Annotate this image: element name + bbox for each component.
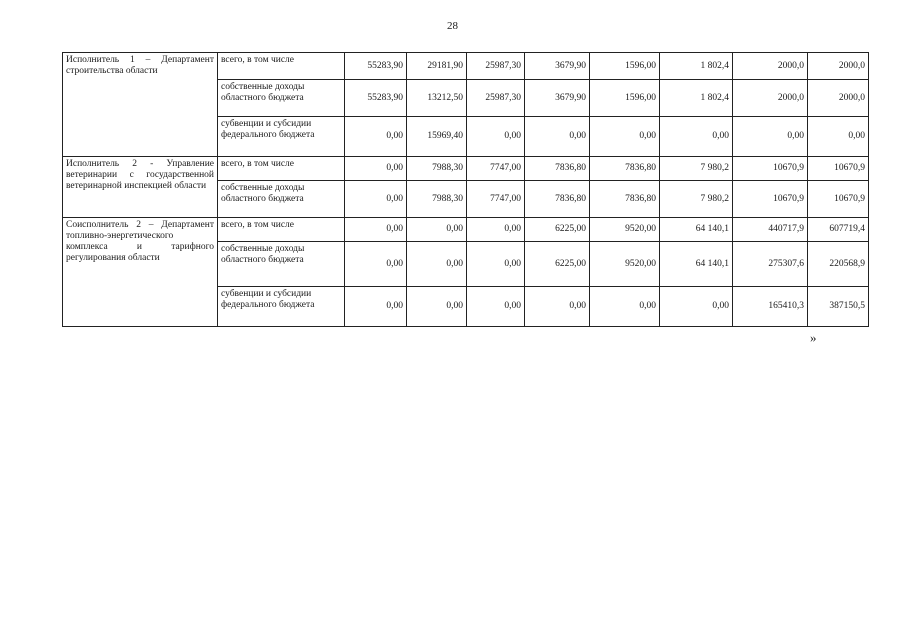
funding-source-cell: собственные доходы областного бюджета [218, 242, 345, 287]
value-cell: 7 980,2 [660, 157, 733, 181]
table-row [63, 218, 869, 242]
value-cell: 3679,90 [525, 53, 590, 80]
table-row [63, 157, 869, 181]
value-cell: 0,00 [345, 218, 407, 242]
value-cell: 3679,90 [525, 80, 590, 117]
value-cell: 1 802,4 [660, 53, 733, 80]
funding-source-cell: всего, в том числе [218, 157, 345, 181]
value-cell: 1 802,4 [660, 80, 733, 117]
value-cell: 7836,80 [590, 181, 660, 218]
value-cell: 0,00 [808, 117, 869, 157]
value-cell: 10670,9 [808, 157, 869, 181]
value-cell: 0,00 [467, 242, 525, 287]
value-cell: 6225,00 [525, 218, 590, 242]
value-cell: 2000,0 [733, 53, 808, 80]
value-cell: 7747,00 [467, 157, 525, 181]
value-cell: 10670,9 [733, 181, 808, 218]
value-cell: 0,00 [345, 117, 407, 157]
executor-cell: Исполнитель 1 – Департамент строительства области [63, 53, 218, 157]
value-cell: 607719,4 [808, 218, 869, 242]
value-cell: 275307,6 [733, 242, 808, 287]
value-cell: 165410,3 [733, 287, 808, 327]
executor-cell: Исполнитель 2 - Управление ветеринарии с государственной ветеринарной инспекцией области [63, 157, 218, 218]
value-cell: 25987,30 [467, 80, 525, 117]
value-cell: 0,00 [345, 242, 407, 287]
value-cell: 15969,40 [407, 117, 467, 157]
value-cell: 2000,0 [808, 80, 869, 117]
value-cell: 55283,90 [345, 53, 407, 80]
value-cell: 10670,9 [733, 157, 808, 181]
value-cell: 7836,80 [590, 157, 660, 181]
value-cell: 2000,0 [733, 80, 808, 117]
value-cell: 64 140,1 [660, 242, 733, 287]
value-cell: 7836,80 [525, 181, 590, 218]
value-cell: 29181,90 [407, 53, 467, 80]
value-cell: 0,00 [525, 287, 590, 327]
value-cell: 1596,00 [590, 53, 660, 80]
value-cell: 55283,90 [345, 80, 407, 117]
value-cell: 387150,5 [808, 287, 869, 327]
value-cell: 0,00 [660, 117, 733, 157]
value-cell: 7836,80 [525, 157, 590, 181]
value-cell: 0,00 [525, 117, 590, 157]
value-cell: 13212,50 [407, 80, 467, 117]
value-cell: 0,00 [467, 117, 525, 157]
value-cell: 9520,00 [590, 242, 660, 287]
value-cell: 0,00 [467, 218, 525, 242]
value-cell: 7747,00 [467, 181, 525, 218]
value-cell: 6225,00 [525, 242, 590, 287]
value-cell: 0,00 [590, 287, 660, 327]
value-cell: 0,00 [407, 242, 467, 287]
funding-source-cell: собственные доходы областного бюджета [218, 181, 345, 218]
budget-table [62, 52, 869, 327]
value-cell: 220568,9 [808, 242, 869, 287]
value-cell: 440717,9 [733, 218, 808, 242]
value-cell: 0,00 [590, 117, 660, 157]
value-cell: 0,00 [345, 157, 407, 181]
page-number: 28 [447, 20, 458, 32]
value-cell: 0,00 [407, 218, 467, 242]
value-cell: 9520,00 [590, 218, 660, 242]
funding-source-cell: субвенции и субсидии федерального бюджета [218, 117, 345, 157]
value-cell: 0,00 [660, 287, 733, 327]
funding-source-cell: всего, в том числе [218, 218, 345, 242]
value-cell: 1596,00 [590, 80, 660, 117]
value-cell: 0,00 [345, 287, 407, 327]
funding-source-cell: собственные доходы областного бюджета [218, 80, 345, 117]
funding-source-cell: всего, в том числе [218, 53, 345, 80]
value-cell: 7988,30 [407, 181, 467, 218]
value-cell: 10670,9 [808, 181, 869, 218]
value-cell: 0,00 [467, 287, 525, 327]
closing-quote: » [810, 330, 817, 345]
value-cell: 0,00 [407, 287, 467, 327]
table-row [63, 53, 869, 80]
value-cell: 7 980,2 [660, 181, 733, 218]
executor-cell: Соисполнитель 2 – Департамент топливно-энергетического комплекса и тарифного регулирования области [63, 218, 218, 327]
value-cell: 2000,0 [808, 53, 869, 80]
value-cell: 0,00 [345, 181, 407, 218]
value-cell: 64 140,1 [660, 218, 733, 242]
value-cell: 7988,30 [407, 157, 467, 181]
value-cell: 25987,30 [467, 53, 525, 80]
funding-source-cell: субвенции и субсидии федерального бюджета [218, 287, 345, 327]
value-cell: 0,00 [733, 117, 808, 157]
